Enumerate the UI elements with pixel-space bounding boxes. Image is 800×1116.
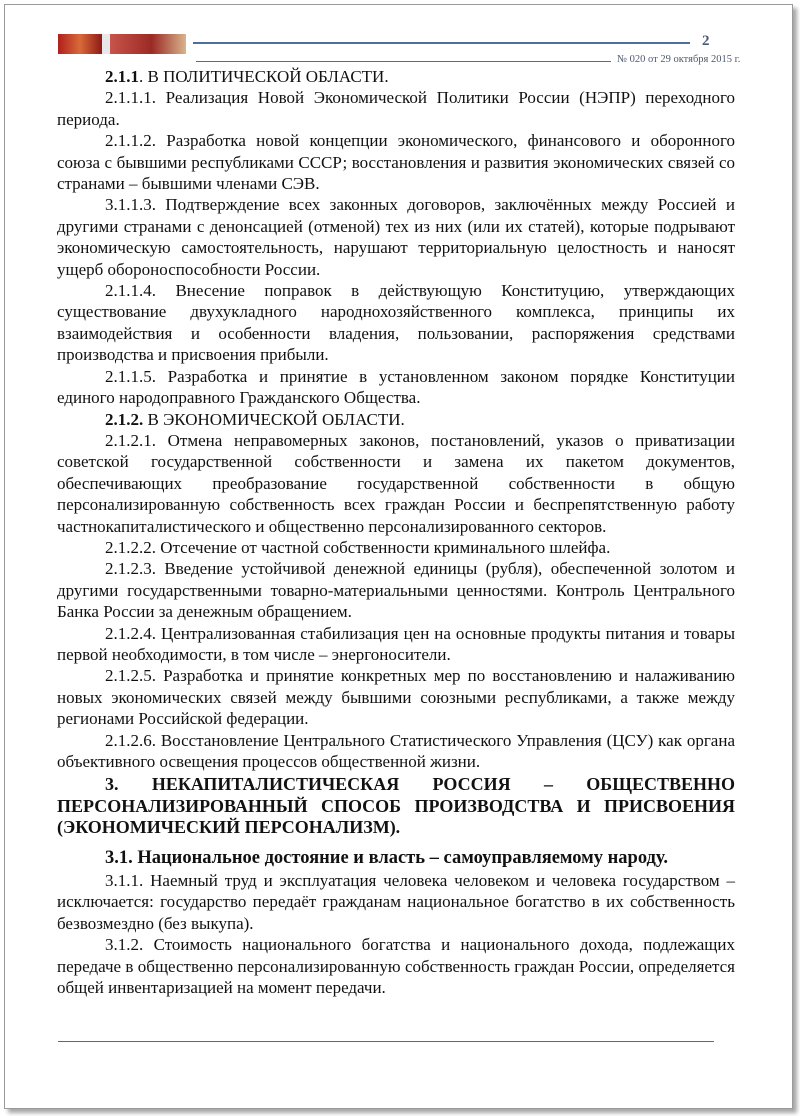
logo-right-block xyxy=(110,34,186,54)
chapter-heading: 3. НЕКАПИТАЛИСТИЧЕСКАЯ РОССИЯ – ОБЩЕСТВЕННО ПЕРСОНАЛИЗИРОВАННЫЙ СПОСОБ ПРОИЗВОДСТВА И ПРИСВОЕНИЯ (ЭКОНОМИЧЕСКИЙ ПЕРСОНАЛИЗМ). xyxy=(57,774,735,838)
paragraph: 2.1.2.4. Централизованная стабилизация цен на основные продукты питания и товары первой необходимости, в том числе – энергоносители. xyxy=(57,623,735,664)
paragraph: 2.1.2.5. Разработка и принятие конкретных мер по восстановлению и налаживанию новых экономических связей между бывшими союзными республиками, а также между регионами Российской федерации. xyxy=(57,666,735,729)
logo-gap xyxy=(102,34,110,54)
section-number: 2.1.1 xyxy=(105,67,139,86)
section-heading-political xyxy=(57,66,735,87)
page-number: 2 xyxy=(702,33,710,49)
paragraph: 2.1.2.1. Отмена неправомерных законов, постановлений, указов о приватизации советской государственной собственности и замена их пакетом документов, обеспечивающих преобразование государственной собственности в общую персонализированную собственность всех граждан России и беспрепятственную работу частнокапиталистического и общественно персонализированного секторов. xyxy=(57,430,735,536)
section-heading-economic xyxy=(57,409,735,430)
newspaper-logo-image xyxy=(58,34,186,54)
header-rule-secondary xyxy=(196,61,611,62)
document-body xyxy=(57,66,735,998)
header-rule xyxy=(193,42,690,44)
section-number: 2.1.2. xyxy=(105,409,144,429)
footer-rule xyxy=(58,1041,714,1042)
paragraph: 2.1.1.2. Разработка новой концепции экономического, финансового и оборонного союза с бывшими республиками СССР; восстановления и развития экономических связей со странами – бывшими членами СЭВ. xyxy=(57,131,735,194)
paragraph: 3.1.1.3. Подтверждение всех законных договоров, заключённых между Россией и другими странами с денонсацией (отменой) тех из них (или их статей), которые подрывают экономическую самостоятельность, нарушают территориальную целостность и наносят ущерб обороноспособности России. xyxy=(57,195,735,279)
paragraph: 2.1.1.1. Реализация Новой Экономической Политики России (НЭПР) переходного периода. xyxy=(57,88,735,129)
logo-left-block xyxy=(58,34,102,54)
paragraph: 2.1.2.3. Введение устойчивой денежной единицы (рубля), обеспеченной золотом и другими государственными товарно-материальными ценностями. Контроль Центрального Банка России за денежным обращением. xyxy=(57,559,735,622)
section-title: В ЭКОНОМИЧЕСКОЙ ОБЛАСТИ. xyxy=(143,409,405,429)
issue-info: № 020 от 29 октября 2015 г. xyxy=(617,54,741,65)
section-title: . В ПОЛИТИЧЕСКОЙ ОБЛАСТИ. xyxy=(139,67,389,86)
paragraph: 2.1.2.2. Отсечение от частной собственности криминального шлейфа. xyxy=(105,537,611,557)
paragraph: 2.1.1.5. Разработка и принятие в установленном законом порядке Конституции единого народоправного Гражданского Общества. xyxy=(57,366,735,408)
paragraph: 3.1.2. Стоимость национального богатства и национального дохода, подлежащих передаче в общественно персонализированную собственность граждан России, определяется общей инвентаризацией на момент передачи. xyxy=(57,935,735,997)
paragraph: 2.1.2.6. Восстановление Центрального Статистического Управления (ЦСУ) как органа объективного освещения процессов общественной жизни. xyxy=(57,730,735,771)
subsection-heading: 3.1. Национальное достояние и власть – самоуправляемому народу. xyxy=(105,847,668,868)
paragraph: 2.1.1.4. Внесение поправок в действующую Конституцию, утверждающих существование двухукладного народнохозяйственного комплекса, принципы их взаимодействия и особенности владения, пользовании, распоряжения средствами производства и присвоения прибыли. xyxy=(57,281,735,365)
paragraph: 3.1.1. Наемный труд и эксплуатация человека человеком и человека государством – исключается: государство передаёт гражданам национальное богатство в их собственность безвозмездно (без выкупа). xyxy=(57,870,735,933)
